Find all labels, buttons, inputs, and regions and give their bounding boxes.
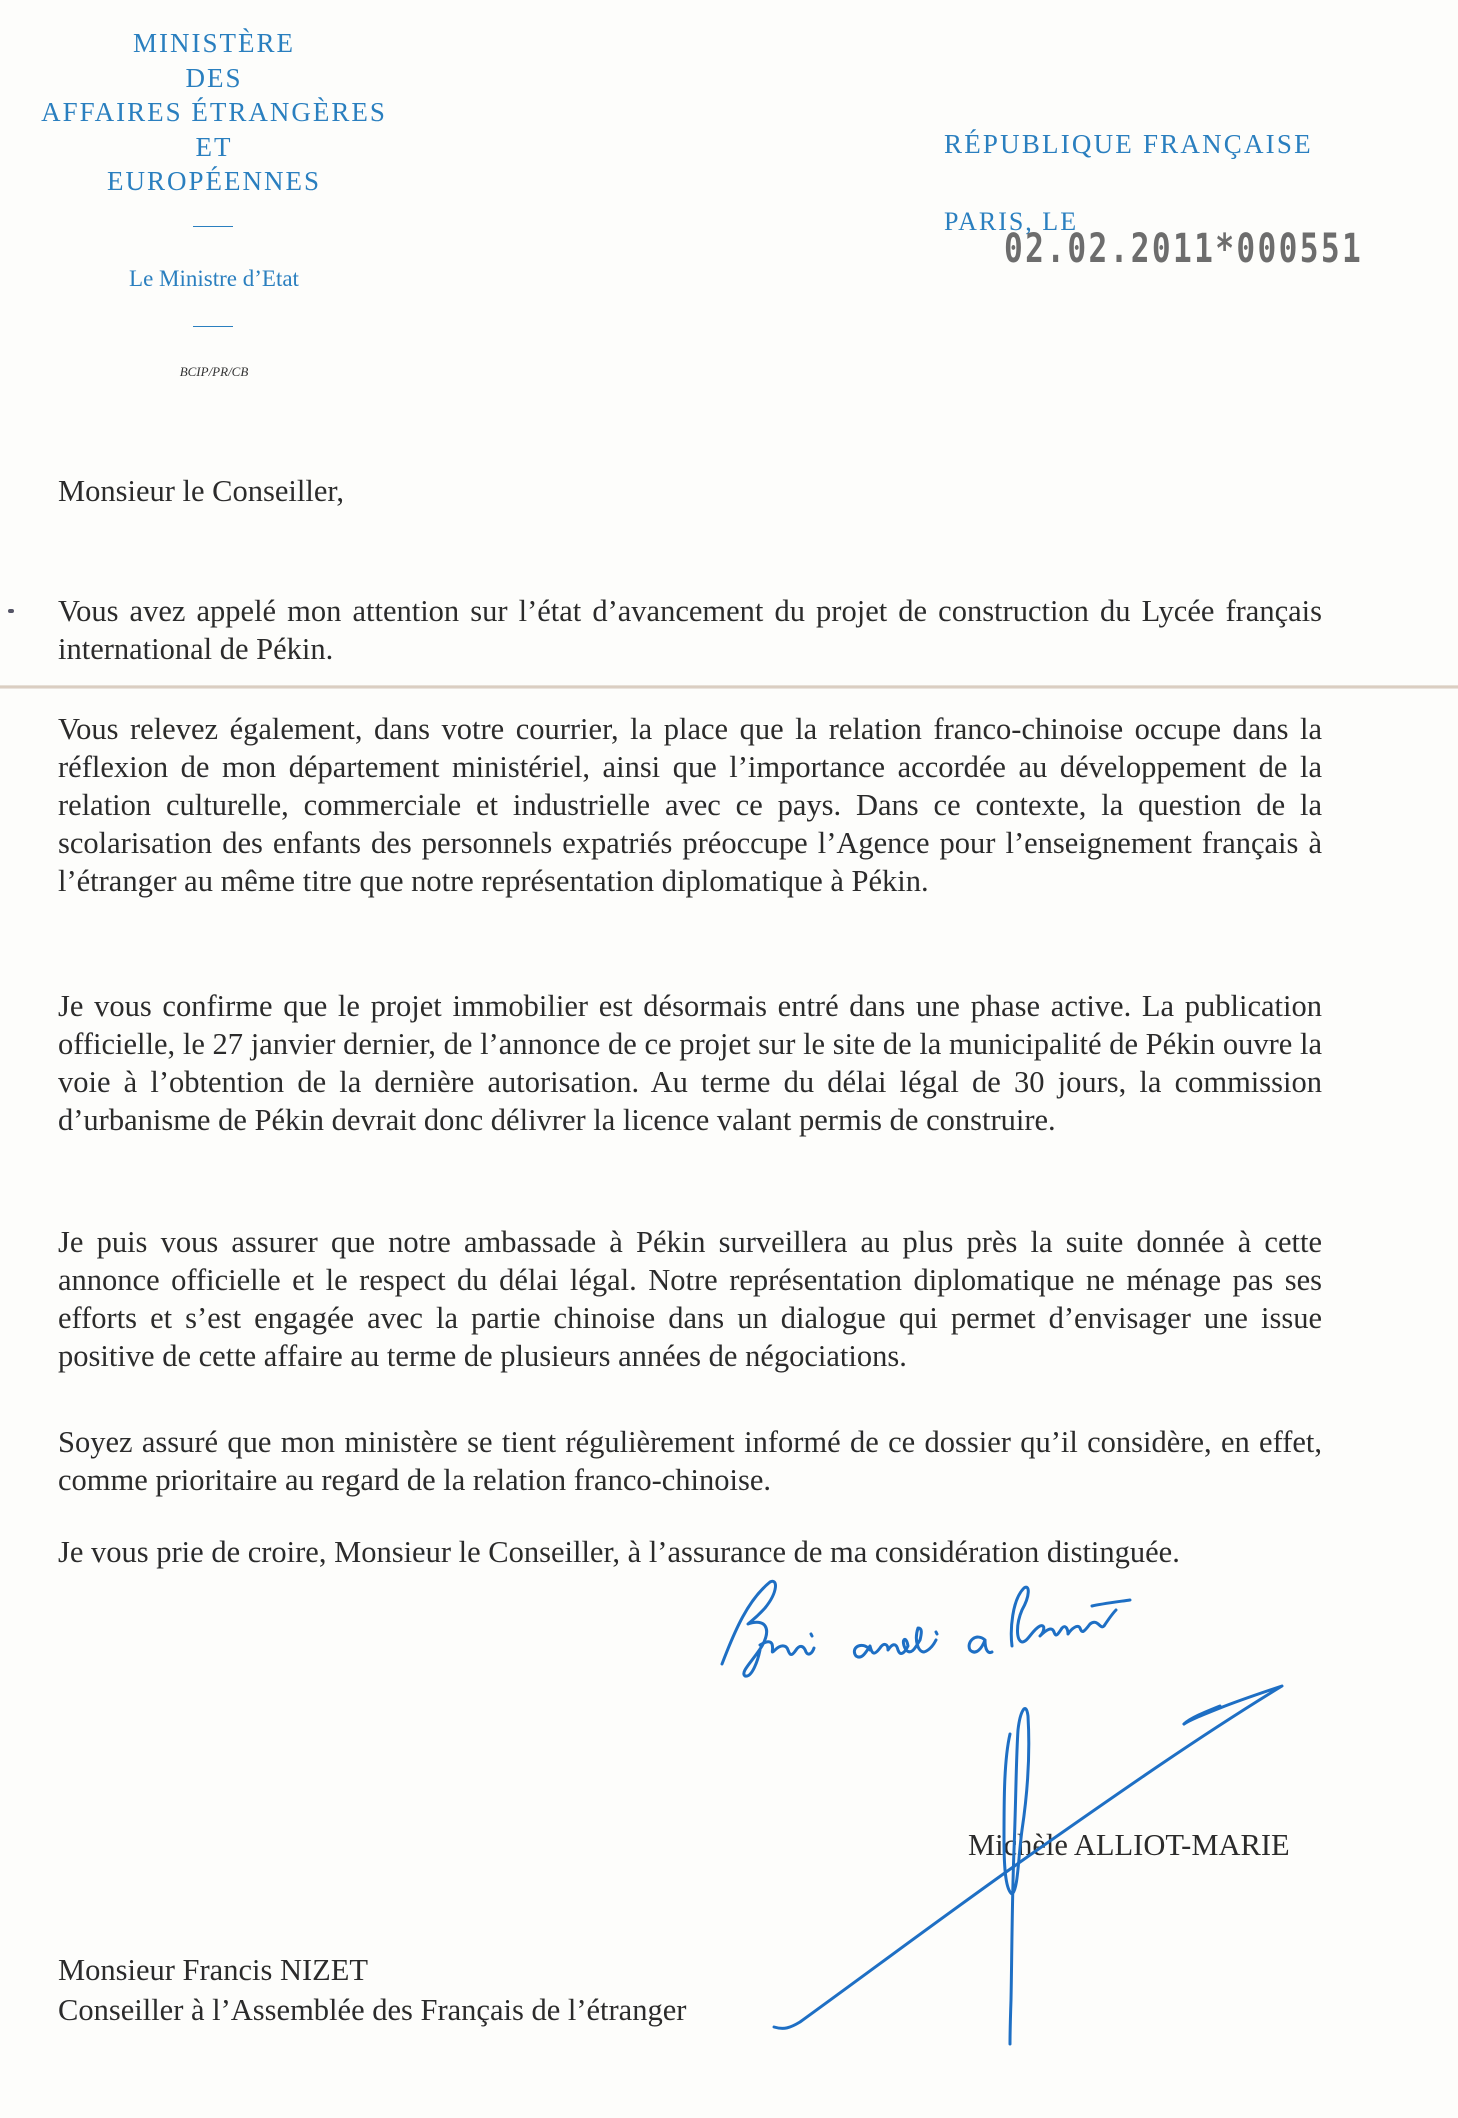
paragraph: Vous avez appelé mon attention sur l’état d’avancement du projet de construction du Lycée français international de Pékin. — [58, 594, 1322, 666]
addressee-name: Monsieur Francis NIZET — [58, 1953, 369, 1987]
addressee-title: Conseiller à l’Assemblée des Français de l’étranger — [58, 1993, 687, 2027]
paragraph: Soyez assuré que mon ministère se tient régulièrement informé de ce dossier qu’il considère, en effet, comme prioritaire au regard de la relation franco-chinoise. — [58, 1425, 1322, 1497]
handwritten-note — [722, 1581, 1130, 1676]
ministry-line: EUROPÉENNES — [106, 166, 321, 196]
ministry-line: MINISTÈRE — [133, 28, 295, 58]
addressee-block — [58, 1950, 686, 2030]
republic-heading: RÉPUBLIQUE FRANÇAISE — [944, 129, 1313, 159]
reference-code: BCIP/PR/CB — [179, 364, 249, 379]
paragraph: Vous relevez également, dans votre courrier, la place que la relation franco-chinoise occupe dans la réflexion de mon département ministériel, ainsi que l’importance accordée au développement de la relation culturelle, commerciale et industrielle avec ce pays. Dans ce contexte, la question de la scolarisation des enfants des personnels expatriés préoccupe l’Agence pour l’enseignement français à l’étranger au même titre que notre représentation diplomatique à Pékin. — [58, 712, 1322, 898]
ministry-name — [0, 26, 428, 199]
paragraph: Je vous confirme que le projet immobilier est désormais entré dans une phase active. La publication officielle, le 27 janvier dernier, de l’annonce de ce projet sur le site de la municipalité de Pékin ouvre la voie à l’obtention de la dernière autorisation. Au terme du délai légal de 30 jours, la commission d’urbanisme de Pékin devrait donc délivrer la licence valant permis de construire. — [58, 989, 1322, 1137]
paragraph: Je puis vous assurer que notre ambassade à Pékin surveillera au plus près la suite donnée à cette annonce officielle et le respect du délai légal. Notre représentation diplomatique ne ménage pas ses efforts et s’est engagée avec la partie chinoise dans un dialogue qui permet d’envisager une issue positive de cette affaire au terme de plusieurs années de négociations. — [58, 1225, 1322, 1373]
ministry-line: AFFAIRES ÉTRANGÈRES — [41, 97, 387, 127]
ministry-line: DES — [185, 62, 243, 93]
date-stamp: 02.02.2011*000551 — [1004, 226, 1364, 272]
place-label: PARIS, LE — [944, 207, 1079, 236]
greeting: Monsieur le Conseiller, — [58, 474, 344, 508]
scan-speck — [8, 609, 14, 613]
ministry-line: ET — [195, 131, 233, 162]
closing-formula: Je vous prie de croire, Monsieur le Conseiller, à l’assurance de ma considération distinguée. — [58, 1535, 1180, 1569]
letterhead-divider — [193, 326, 233, 327]
signatory-name: Michèle ALLIOT-MARIE — [968, 1828, 1290, 1862]
signature — [774, 1686, 1282, 2044]
minister-title: Le Ministre d’Etat — [129, 266, 299, 291]
paper-fold-line — [0, 685, 1458, 689]
letterhead-divider — [193, 226, 233, 227]
